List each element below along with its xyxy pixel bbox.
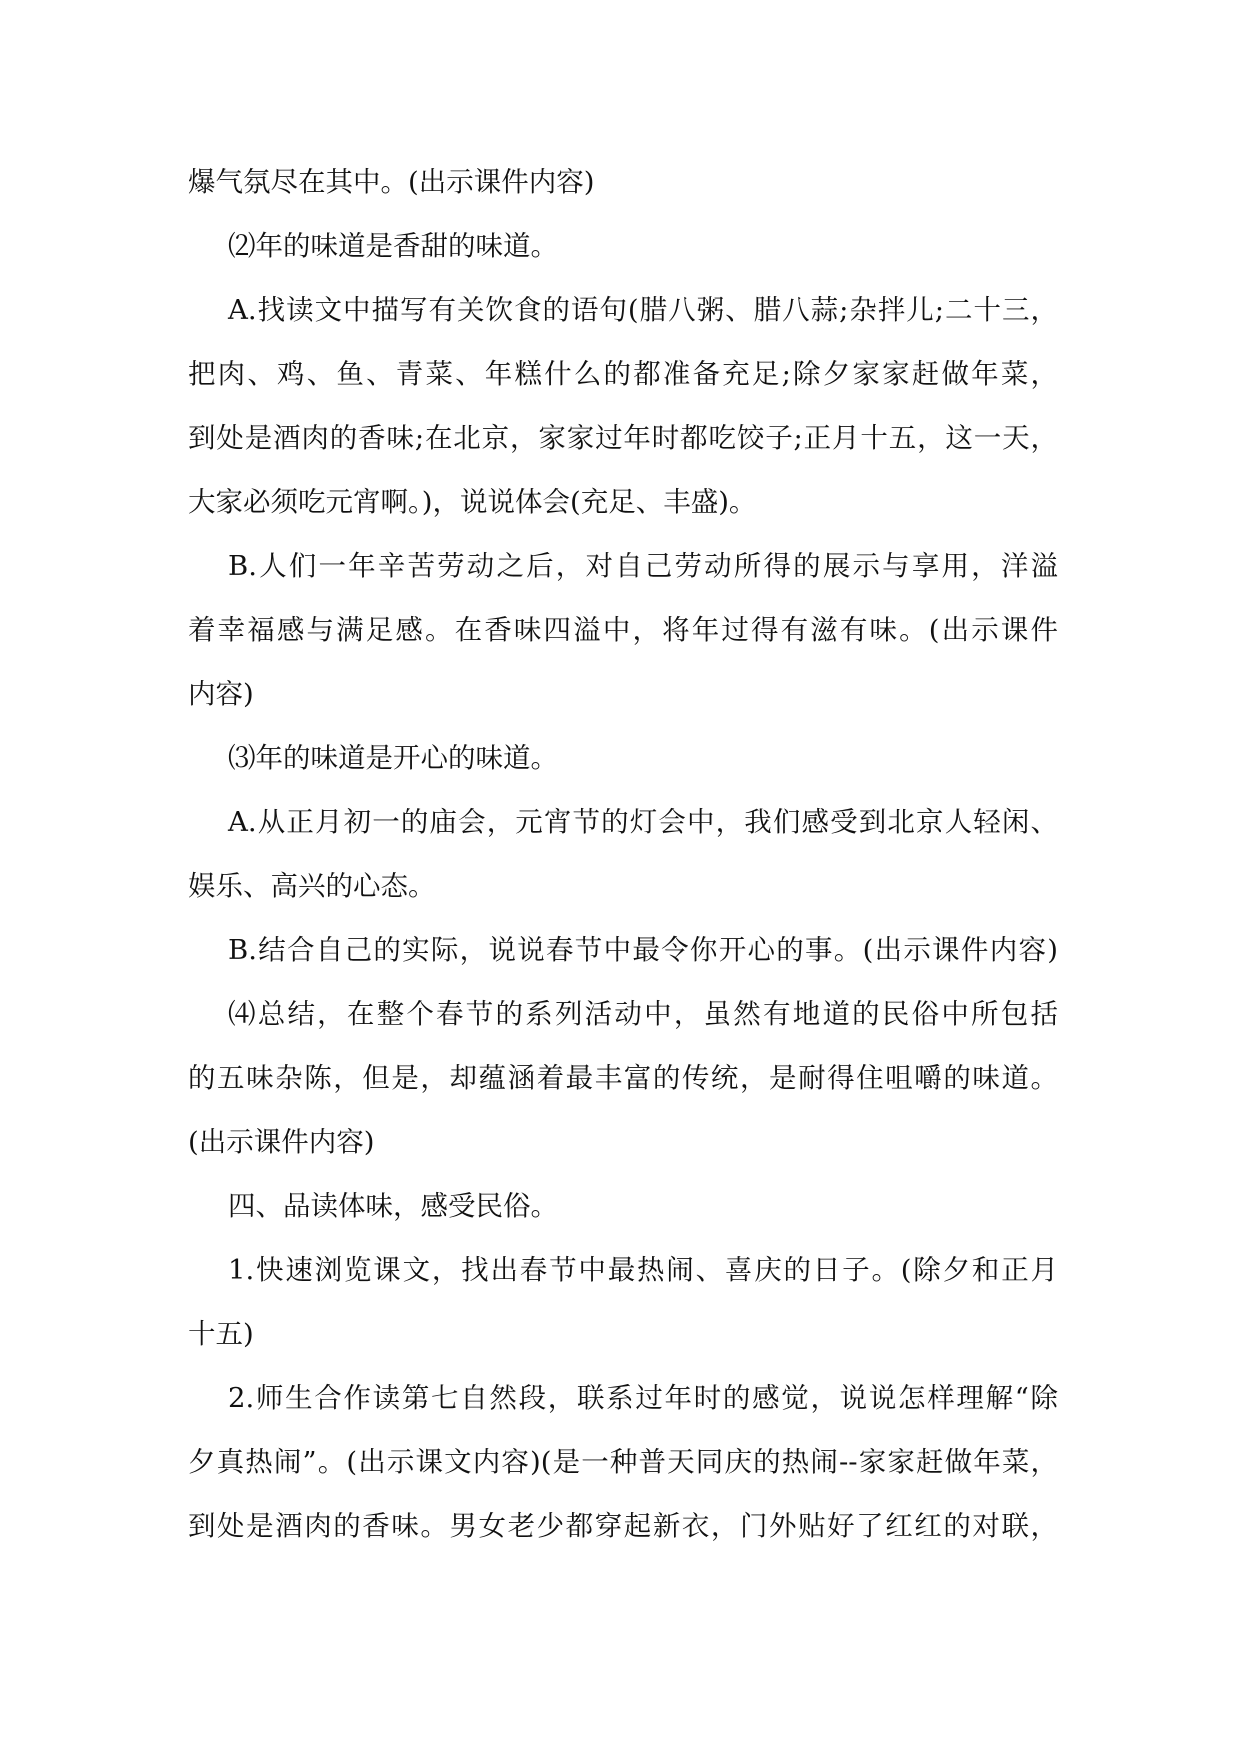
- text-line: A.找读文中描写有关饮食的语句(腊八粥、腊八蒜;杂拌儿;二十三，: [228, 294, 1058, 326]
- text-line: B.人们一年辛苦劳动之后，对自己劳动所得的展示与享用，洋溢: [228, 550, 1058, 582]
- text-line: ⑷总结，在整个春节的系列活动中，虽然有地道的民俗中所包括: [228, 998, 1058, 1030]
- text-line: 夕真热闹”。(出示课文内容)(是一种普天同庆的热闹--家家赶做年菜，: [188, 1446, 1058, 1478]
- text-line: 2.师生合作读第七自然段，联系过年时的感觉，说说怎样理解“除: [228, 1382, 1058, 1414]
- text-line: 大家必须吃元宵啊。)，说说体会(充足、丰盛)。: [188, 486, 757, 518]
- text-line: 娱乐、高兴的心态。: [188, 870, 436, 902]
- text-line: 四、品读体味，感受民俗。: [228, 1190, 558, 1222]
- text-line: 1.快速浏览课文，找出春节中最热闹、喜庆的日子。(除夕和正月: [228, 1254, 1058, 1286]
- text-line: 把肉、鸡、鱼、青菜、年糕什么的都准备充足;除夕家家赶做年菜，: [188, 358, 1058, 390]
- document-page: [188, 160, 1058, 1568]
- text-line: 内容): [188, 678, 254, 710]
- text-line: 到处是酒肉的香味;在北京，家家过年时都吃饺子;正月十五，这一天，: [188, 422, 1058, 454]
- text-line: (出示课件内容): [188, 1126, 375, 1158]
- text-line: 十五): [188, 1318, 254, 1350]
- text-line: 的五味杂陈，但是，却蕴涵着最丰富的传统，是耐得住咀嚼的味道。: [188, 1062, 1058, 1094]
- text-line: B.结合自己的实际，说说春节中最令你开心的事。(出示课件内容): [228, 934, 1058, 966]
- text-line: ⑵年的味道是香甜的味道。: [228, 230, 558, 262]
- text-line: 着幸福感与满足感。在香味四溢中，将年过得有滋有味。(出示课件: [188, 614, 1058, 646]
- text-line: 到处是酒肉的香味。男女老少都穿起新衣，门外贴好了红红的对联，: [188, 1510, 1058, 1542]
- text-line: A.从正月初一的庙会，元宵节的灯会中，我们感受到北京人轻闲、: [228, 806, 1058, 838]
- text-line: ⑶年的味道是开心的味道。: [228, 742, 558, 774]
- text-line: 爆气氛尽在其中。(出示课件内容): [188, 166, 595, 198]
